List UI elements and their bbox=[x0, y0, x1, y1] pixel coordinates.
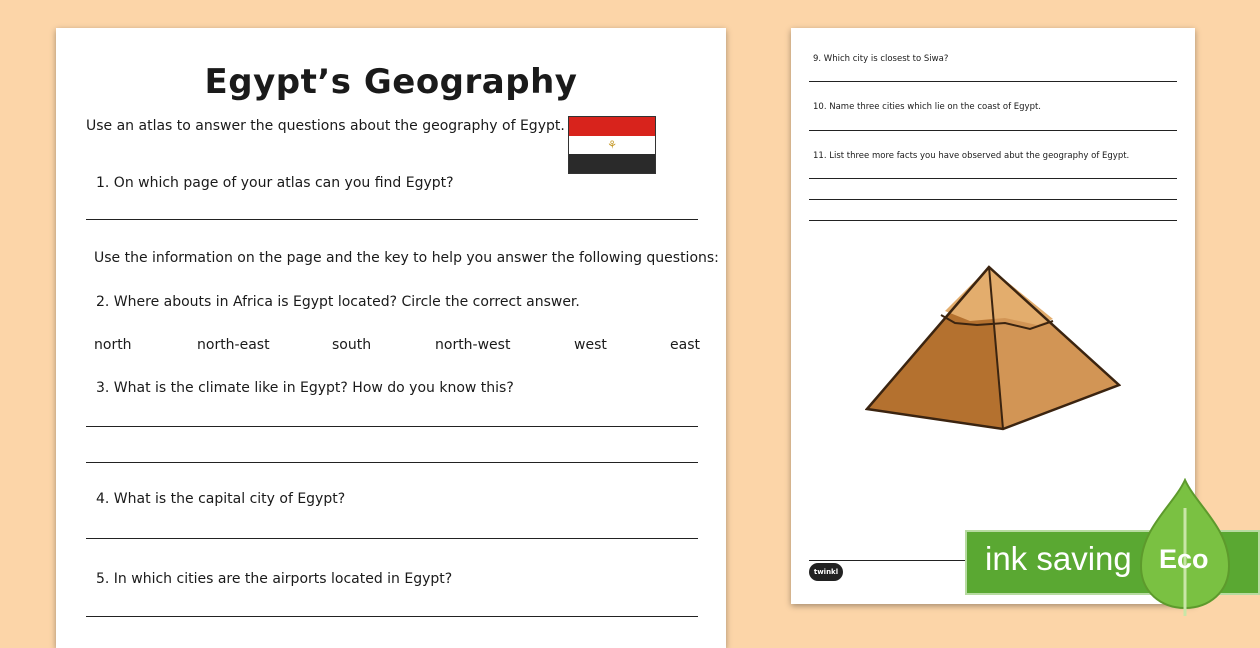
eco-label: Eco bbox=[1159, 544, 1209, 574]
option-east: east bbox=[670, 337, 700, 353]
intro-text: Use an atlas to answer the questions about the geography of Egypt. bbox=[86, 118, 565, 134]
answer-line bbox=[809, 81, 1177, 82]
answer-line bbox=[809, 199, 1177, 200]
answer-line bbox=[86, 538, 698, 539]
worksheet-page-1 bbox=[56, 28, 726, 648]
question-11: 11. List three more facts you have observed abut the geography of Egypt. bbox=[813, 151, 1130, 161]
answer-line bbox=[86, 426, 698, 427]
answer-line bbox=[86, 616, 698, 617]
option-north-west: north-west bbox=[435, 337, 511, 353]
option-west: west bbox=[574, 337, 607, 353]
question-9: 9. Which city is closest to Siwa? bbox=[813, 54, 949, 64]
answer-line bbox=[809, 130, 1177, 131]
answer-line bbox=[86, 462, 698, 463]
answer-line bbox=[86, 219, 698, 220]
eagle-icon: ⚘ bbox=[607, 138, 617, 152]
question-4: 4. What is the capital city of Egypt? bbox=[96, 491, 346, 507]
worksheet-page-2 bbox=[791, 28, 1195, 604]
option-north-east: north-east bbox=[197, 337, 270, 353]
footer-line bbox=[809, 560, 985, 561]
question-3: 3. What is the climate like in Egypt? How do you know this? bbox=[96, 380, 514, 396]
ink-saving-text: ink saving bbox=[985, 540, 1132, 577]
egypt-flag-image bbox=[568, 116, 656, 174]
question-1: 1. On which page of your atlas can you find Egypt? bbox=[96, 175, 454, 191]
option-south: south bbox=[332, 337, 372, 353]
instructions-text: Use the information on the page and the key to help you answer the following questions: bbox=[94, 250, 719, 266]
worksheet-title: Egypt’s Geography bbox=[204, 62, 578, 102]
answer-line bbox=[809, 220, 1177, 221]
answer-line bbox=[809, 178, 1177, 179]
pyramid-image bbox=[865, 263, 1121, 431]
question-10: 10. Name three cities which lie on the coast of Egypt. bbox=[813, 102, 1042, 112]
twinkl-logo: twinkl bbox=[809, 563, 843, 581]
question-5: 5. In which cities are the airports located in Egypt? bbox=[96, 571, 453, 587]
question-2: 2. Where abouts in Africa is Egypt located? Circle the correct answer. bbox=[96, 294, 580, 310]
option-north: north bbox=[94, 337, 132, 353]
